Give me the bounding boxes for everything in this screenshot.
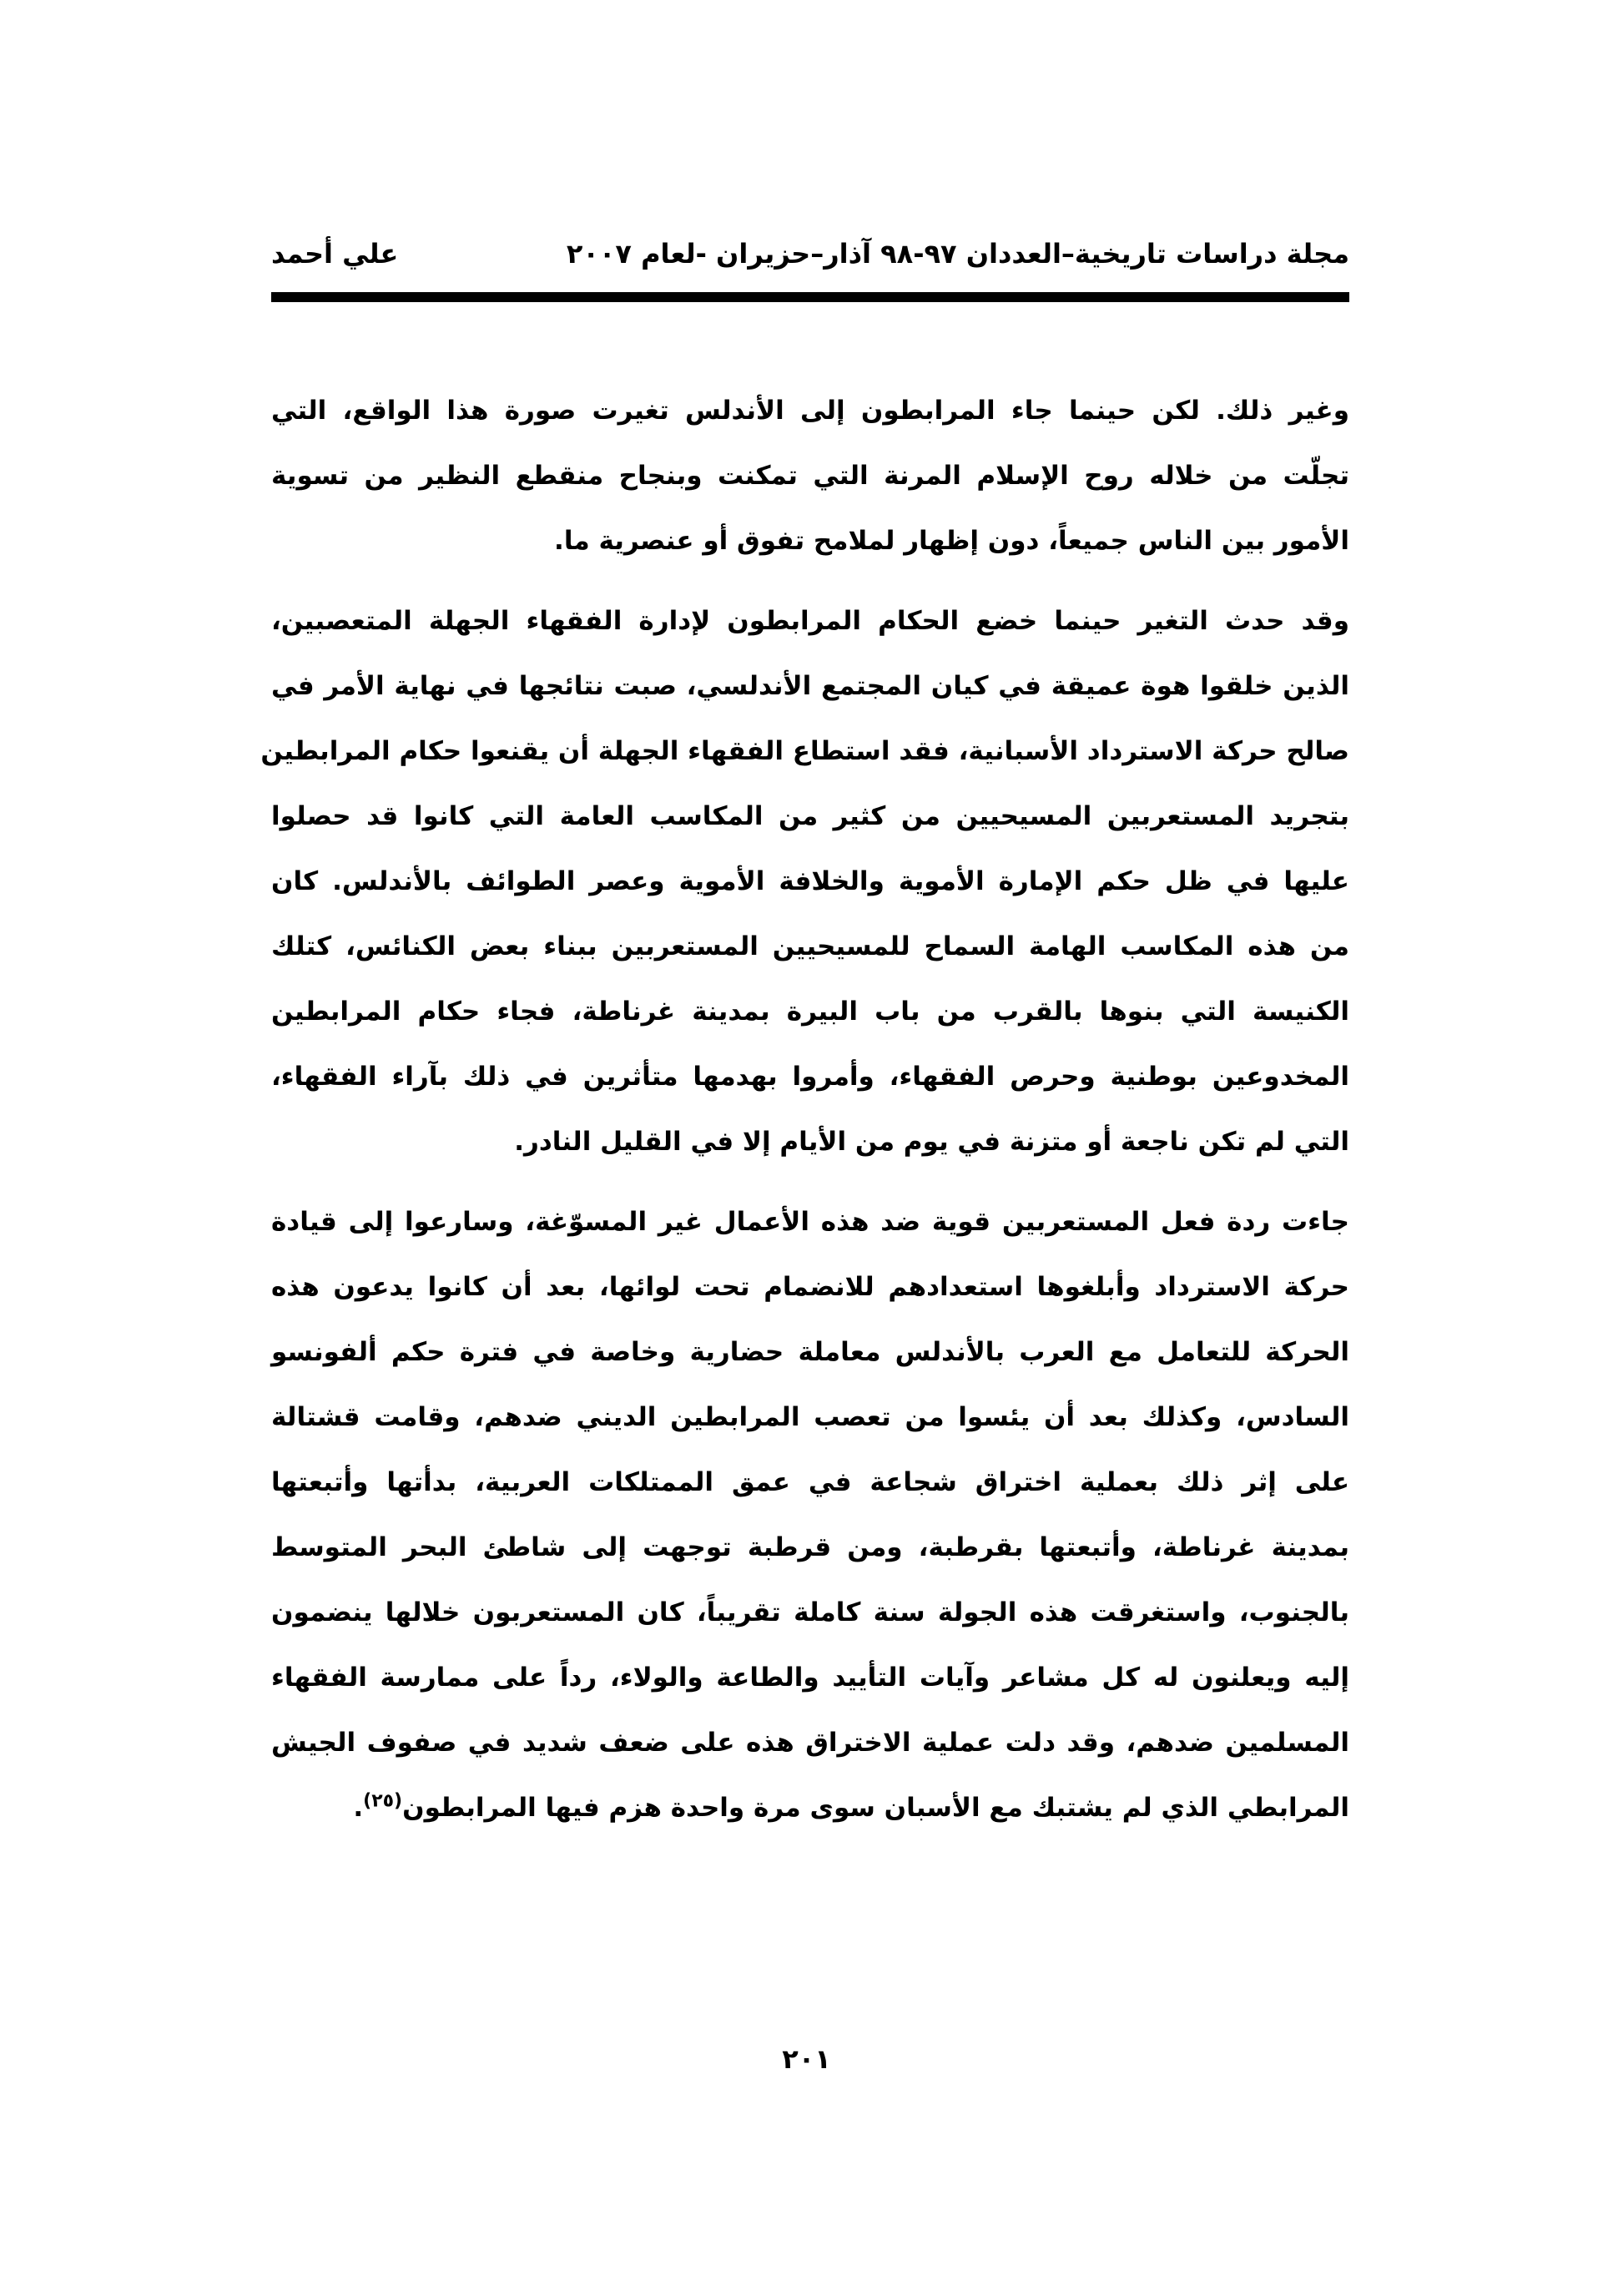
sentence-end: .	[353, 1793, 364, 1823]
text-line: صالح حركة الاسترداد الأسبانية، فقد استطاع الفقهاء الجهلة أن يقنعوا حكام المرابطين	[260, 736, 1349, 766]
text-line: من هذه المكاسب الهامة السماح للمسيحيين المستعربين ببناء بعض الكنائس، كتلك	[271, 931, 1349, 961]
text-line: حركة الاسترداد وأبلغوها استعدادهم للانضمام تحت لوائها، بعد أن كانوا يدعون هذه	[271, 1272, 1349, 1302]
text-line: المخدوعين بوطنية وحرص الفقهاء، وأمروا بهدمها متأثرين في ذلك بآراء الفقهاء،	[271, 1062, 1349, 1092]
text-line: على إثر ذلك بعملية اختراق شجاعة في عمق الممتلكات العربية، بدأتها وأتبعتها	[271, 1467, 1349, 1497]
paragraph-2	[260, 596, 1349, 1182]
text-line: الكنيسة التي بنوها بالقرب من باب البيرة بمدينة غرناطة، فجاء حكام المرابطين	[271, 997, 1349, 1027]
text-line: السادس، وكذلك بعد أن يئسوا من تعصب المرابطين الديني ضدهم، وقامت قشتالة	[271, 1402, 1349, 1432]
text-line: بتجريد المستعربين المسيحيين من كثير من المكاسب العامة التي كانوا قد حصلوا	[271, 801, 1349, 831]
text-line: بالجنوب، واستغرقت هذه الجولة سنة كاملة تقريباً، كان المستعربون خلالها ينضمون	[271, 1597, 1349, 1627]
paragraph-1	[271, 386, 1349, 581]
footnote-ref[interactable]: (٢٥)	[363, 1790, 403, 1812]
page-number: ٢٠١	[782, 2043, 831, 2075]
text-line: إليه ويعلنون له كل مشاعر وآيات التأييد والطاعة والولاء، رداً على ممارسة الفقهاء	[271, 1663, 1349, 1693]
text-line: الأمور بين الناس جميعاً، دون إظهار لملامح تفوق أو عنصرية ما.	[554, 526, 1349, 556]
text-line: جاءت ردة فعل المستعربين قوية ضد هذه الأعمال غير المسوّغة، وسارعوا إلى قيادة	[271, 1207, 1349, 1237]
header-rule	[271, 292, 1349, 302]
paragraph-3	[271, 1197, 1349, 1848]
text-line: بمدينة غرناطة، وأتبعتها بقرطبة، ومن قرطبة توجهت إلى شاطئ البحر المتوسط	[271, 1532, 1349, 1562]
journal-title: مجلة دراسات تاريخية–العددان ٩٧-٩٨ آذار–حزيران -لعام ٢٠٠٧	[566, 238, 1349, 270]
text-line: الحركة للتعامل مع العرب بالأندلس معاملة حضارية وخاصة في فترة حكم ألفونسو	[271, 1337, 1349, 1367]
text-line-final	[271, 1783, 1349, 1848]
article-body	[260, 386, 1349, 1863]
text-line: وغير ذلك. لكن حينما جاء المرابطون إلى الأندلس تغيرت صورة هذا الواقع، التي	[271, 396, 1349, 426]
author-name: علي أحمد	[271, 238, 399, 270]
running-header	[271, 238, 1349, 280]
text-line: عليها في ظل حكم الإمارة الأموية والخلافة الأموية وعصر الطوائف بالأندلس. كان	[271, 866, 1349, 896]
text-line: تجلّت من خلاله روح الإسلام المرنة التي تمكنت وبنجاح منقطع النظير من تسوية	[271, 461, 1349, 491]
text-line: الذين خلقوا هوة عميقة في كيان المجتمع الأندلسي، صبت نتائجها في نهاية الأمر في	[271, 671, 1349, 701]
text-line: المرابطي الذي لم يشتبك مع الأسبان سوى مرة واحدة هزم فيها المرابطون	[402, 1793, 1349, 1823]
text-line: المسلمين ضدهم، وقد دلت عملية الاختراق هذه على ضعف شديد في صفوف الجيش	[271, 1728, 1349, 1758]
text-line: وقد حدث التغير حينما خضع الحكام المرابطون لإدارة الفقهاء الجهلة المتعصبين،	[271, 606, 1349, 636]
text-line: التي لم تكن ناجعة أو متزنة في يوم من الأيام إلا في القليل النادر.	[514, 1127, 1349, 1157]
